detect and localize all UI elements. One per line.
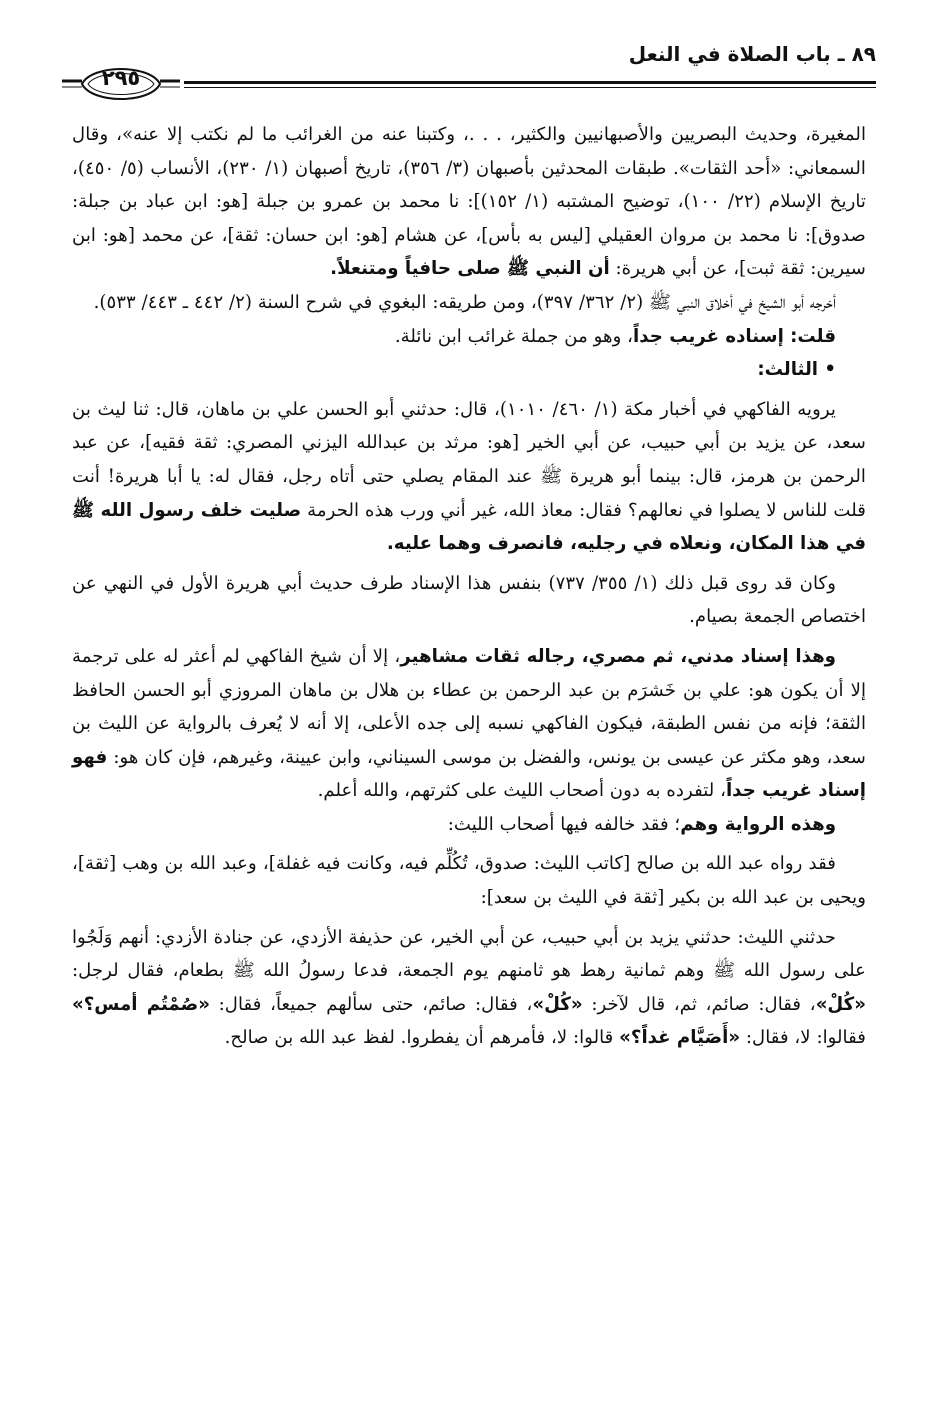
text-run: ، إلا أن شيخ الفاكهي لم أعثر له على ترجمة إلا أن يكون هو: علي بن خَشرَم بن عبد الرحمن بن عطاء بن هلال بن ماهان المروزي أبو الحسن الحافظ الثقة؛ فإنه من نفس الطبقة، فيكون الفاكهي نسبه إلى جده الأعلى، إلا أنه لا يُعرف بالرواية عن الليث بن سعد، وهو مكثر عن عيسى بن يونس، والفضل بن موسى السيناني، وابن عيينة، وغيرهم، فإن كان هو: <box>72 645 866 768</box>
paragraph <box>72 921 866 1055</box>
bold-text: «كُلْ» <box>815 993 866 1015</box>
text-run: فقالوا: لا، فقال: <box>740 1027 866 1049</box>
text-run: المغيرة، وحديث البصريين والأصبهانيين والكثير، . . .، وكتبنا عنه من الغرائب ما لم نكتب إلا عنه»، وقال السمعاني: «أحد الثقات». طبقات المحدثين بأصبهان (٣/ ٣٥٦)، تاريخ أصبهان (١/ ٢٣٠)، الأنساب (٥/ ٤٥٠)، تاريخ الإسلام (٢٢/ ١٠٠)، توضيح المشتبه (١/ ١٥٢)]: نا محمد بن عمرو بن جبلة [هو: ابن عباد بن جبلة: صدوق]: نا محمد بن مروان العقيلي [ليس به بأس]، عن هشام [هو: ابن حسان: ثقة]، عن محمد [هو: ابن سيرين: ثقة ثبت]، عن أبي هريرة: <box>72 124 866 280</box>
page-number: ٢٩٥ <box>101 66 141 90</box>
text-run: قالوا: لا، فأمرهم أن يفطروا. لفظ عبد الله بن صالح. <box>224 1027 620 1049</box>
bold-text: «كُلْ» <box>532 993 583 1015</box>
page-header <box>62 38 876 98</box>
page-body <box>72 118 866 1055</box>
paragraph <box>72 118 866 286</box>
bold-text: أن النبي ﷺ صلى حافياً ومتنعلاً. <box>330 258 610 280</box>
page-number-badge <box>62 60 180 100</box>
text-run: ، وهو من جملة غرائب ابن نائلة. <box>394 325 634 347</box>
paragraph <box>72 640 866 808</box>
paragraph <box>72 353 866 387</box>
text-run: وكان قد روى قبل ذلك (١/ ٣٥٥/ ٧٣٧) بنفس هذا الإسناد طرف حديث أبي هريرة الأول في النهي عن اختصاص الجمعة بصيام. <box>72 572 866 628</box>
text-run: ، فقال: صائم، حتى سألهم جميعاً، فقال: <box>209 993 533 1015</box>
header-rule <box>184 81 876 84</box>
text-run: ، لتفرده به دون أصحاب الليث على كثرتهم، والله أعلم. <box>317 780 726 802</box>
bold-text: وهذا إسناد مدني، ثم مصري، رجاله ثقات مشاهير <box>400 645 836 667</box>
bold-text: «صُمْتُم أمس؟» <box>72 993 210 1015</box>
text-run: أخرجه أبو الشيخ في أخلاق النبي ﷺ (٢/ ٣٦٢/ ٣٩٧)، ومن طريقه: البغوي في شرح السنة (٢/ ٤٤٢ ـ ٤٤٣/ ٥٣٣). <box>93 291 836 313</box>
paragraph <box>72 808 866 842</box>
text-run: حدثني الليث: حدثني يزيد بن أبي حبيب، عن أبي الخير، عن حذيفة الأزدي، عن جنادة الأزدي: أنهم وَلَجُوا على رسول الله ﷺ وهم ثمانية رهط هو ثامنهم يوم الجمعة، فدعا رسولُ الله ﷺ بطعام، فقال لرجل: <box>72 926 866 982</box>
paragraph <box>72 567 866 634</box>
text-run: ، فقال: صائم، ثم، قال لآخر: <box>582 993 816 1015</box>
text-run: فقد رواه عبد الله بن صالح [كاتب الليث: صدوق، تُكُلِّم فيه، وكانت فيه غفلة]، وعبد الله بن وهب [ثقة]، ويحيى بن عبد الله بن بكير [ثقة في الليث بن سعد]: <box>72 853 866 909</box>
paragraph <box>72 847 866 914</box>
text-run: يرويه الفاكهي في أخبار مكة (١/ ٤٦٠/ ١٠١٠)، قال: حدثني أبو الحسن علي بن ماهان، قال: ثنا ليث بن سعد، عن يزيد بن أبي حبيب، عن أبي الخير [هو: مرثد بن عبدالله اليزني المصري: ثقة فقيه]، عن عبد الرحمن بن هرمز، قال: بينما أبو هريرة ﷺ عند المقام يصلي حتى أتاه رجل، فقال له: يا أبا هريرة! أنت قلت للناس لا يصلوا في نعالهم؟ فقال: معاذ الله، غير أني ورب هذه الحرمة <box>72 398 866 521</box>
paragraph <box>72 393 866 561</box>
text-run: ؛ فقد خالفه فيها أصحاب الليث: <box>447 813 681 835</box>
bold-text: • الثالث: <box>757 359 836 381</box>
paragraph <box>72 320 866 354</box>
chapter-title: ٨٩ ـ باب الصلاة في النعل <box>628 42 876 66</box>
bold-text: صليت خلف رسول الله ﷺ في هذا المكان، ونعلاه في رجليه، فانصرف وهما عليه. <box>72 499 866 555</box>
bold-text: فهو إسناد غريب جداً <box>72 746 866 802</box>
bold-text: قلت: إسناده غريب جداً <box>633 325 836 347</box>
paragraph <box>72 286 866 320</box>
header-rule-thin <box>184 87 876 88</box>
bold-text: «أَصَيَّام غداً؟» <box>619 1027 741 1049</box>
bold-text: وهذه الرواية وهم <box>680 813 836 835</box>
